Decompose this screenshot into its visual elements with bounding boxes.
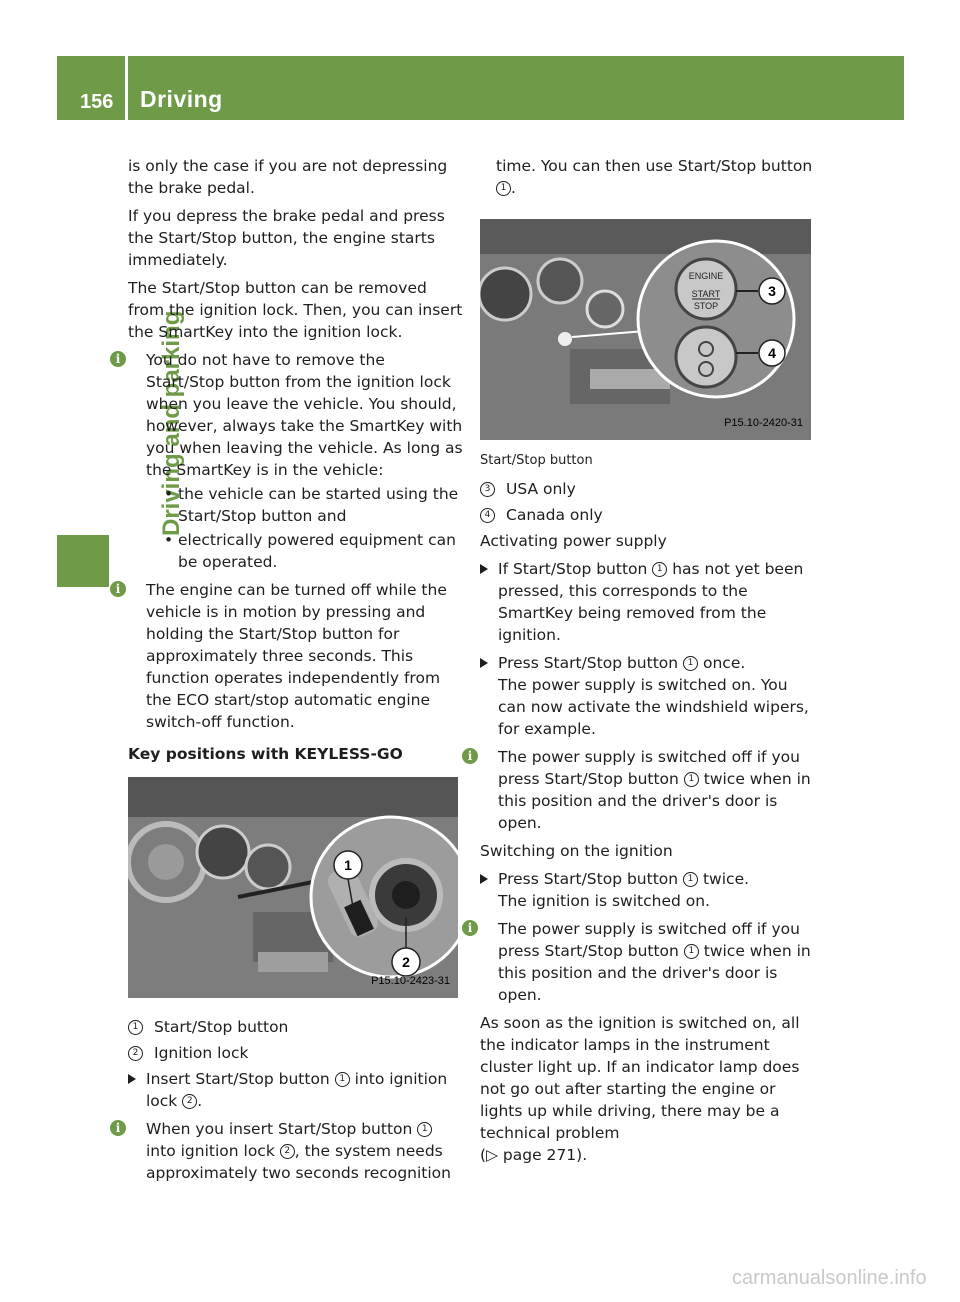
step-arrow-icon — [480, 658, 488, 668]
legend-text: Start/Stop button — [154, 1018, 289, 1036]
section-heading: Key positions with KEYLESS-GO — [128, 745, 403, 763]
photo-label-engine: ENGINE — [688, 271, 724, 281]
photo-label-3: 3 — [768, 283, 776, 299]
info-icon: i — [110, 1120, 126, 1136]
step-text: twice. — [702, 870, 750, 888]
dashboard-illustration — [480, 219, 811, 440]
bullet-item: • electrically powered equipment can be operated. — [164, 529, 463, 573]
legend-text: Canada only — [506, 506, 603, 524]
info-note — [115, 1118, 463, 1184]
bullet-item: • the vehicle can be started using the Start/Stop button and — [164, 483, 463, 527]
info-icon: i — [462, 748, 478, 764]
step-text: into ignition lock — [146, 1070, 448, 1110]
step-text: once. — [702, 654, 746, 672]
photo-label-start: START — [691, 289, 721, 299]
footer-watermark: carmanualsonline.info — [732, 1267, 927, 1289]
paragraph: is only the case if you are not depressing the brake pedal. — [128, 157, 448, 197]
side-tab-label: Driving and parking — [158, 310, 185, 536]
paragraph: The Start/Stop button can be removed from the ignition lock. Then, you can insert the SmartKey into the ignition lock. — [128, 279, 463, 341]
callout-marker: 1 — [683, 872, 698, 887]
callout-marker: 1 — [683, 656, 698, 671]
legend-text: USA only — [506, 480, 576, 498]
info-text: The power supply is switched off if you press Start/Stop button — [498, 920, 800, 960]
info-text: The power supply is switched off if you press Start/Stop button — [498, 748, 800, 788]
callout-marker: 1 — [652, 562, 667, 577]
side-tab-block — [57, 535, 109, 587]
step-text: Press Start/Stop button — [498, 654, 679, 672]
callout-marker: 1 — [684, 944, 699, 959]
info-note — [467, 746, 815, 834]
step-arrow-icon — [480, 564, 488, 574]
photo-code: P15.10-2423-31 — [371, 975, 450, 987]
step-arrow-icon — [480, 874, 488, 884]
paragraph: If you depress the brake pedal and press the Start/Stop button, the engine starts immediately. — [128, 207, 445, 269]
step-arrow-icon — [128, 1074, 136, 1084]
continued-text-line: time. You can then use Start/Stop button — [496, 157, 813, 175]
legend-item — [480, 478, 815, 500]
legend-item — [128, 1042, 463, 1064]
step-text: has not yet been pressed, this corresponds to the SmartKey being removed from the ignition. — [498, 560, 804, 644]
figure-caption: Start/Stop button — [480, 453, 593, 468]
section-label: Switching on the ignition — [480, 842, 673, 860]
instruction-step — [480, 868, 815, 912]
photo-label-stop: STOP — [693, 301, 719, 311]
callout-marker: 1 — [684, 772, 699, 787]
callout-marker: 2 — [182, 1094, 197, 1109]
info-note — [115, 349, 463, 573]
step-text: If Start/Stop button — [498, 560, 648, 578]
legend-item — [128, 1016, 463, 1038]
callout-marker: 4 — [480, 508, 495, 523]
step-text: Insert Start/Stop button — [146, 1070, 330, 1088]
info-text: When you insert Start/Stop button — [146, 1120, 413, 1138]
callout-marker: 1 — [335, 1072, 350, 1087]
legend-text: Ignition lock — [154, 1044, 249, 1062]
info-text: twice when in this position and the driver's door is open. — [498, 770, 811, 832]
callout-marker: 1 — [417, 1122, 432, 1137]
info-text: , the system needs approximately two seconds recognition — [146, 1142, 451, 1182]
info-text: You do not have to remove the Start/Stop button from the ignition lock when you leave the vehicle. You should, however, always take the SmartKey with you when leaving the vehicle. As long as the SmartKey is in the vehicle: — [146, 351, 463, 479]
callout-marker: 3 — [480, 482, 495, 497]
callout-marker: 1 — [128, 1020, 143, 1035]
info-icon: i — [110, 581, 126, 597]
start-stop-photo — [480, 219, 811, 440]
info-text: The engine can be turned off while the vehicle is in motion by pressing and holding the Start/Stop button for approximately three seconds. This function operates independently from the ECO start/stop automatic engine switch-off function. — [146, 581, 447, 731]
info-icon: i — [462, 920, 478, 936]
photo-label-1: 1 — [344, 857, 352, 873]
bullet-list — [146, 483, 463, 573]
page-ref-arrow-icon: ▷ — [486, 1146, 498, 1164]
photo-code: P15.10-2420-31 — [724, 417, 803, 429]
instruction-step — [480, 558, 815, 646]
paragraph: As soon as the ignition is switched on, all the indicator lamps in the instrument cluster light up. If an indicator lamp does not go out after starting the engine or lights up while driving, there may be a technical problem (▷ page 271). — [480, 1014, 800, 1164]
info-text: twice when in this position and the driver's door is open. — [498, 942, 811, 1004]
instruction-step: Insert Start/Stop button 1 into ignition lock 2 . — [128, 1068, 463, 1112]
info-text: into ignition lock — [146, 1142, 275, 1160]
continued-text: time. You can then use Start/Stop button 1 . — [496, 157, 813, 197]
left-column — [115, 155, 463, 1190]
step-text: Press Start/Stop button — [498, 870, 679, 888]
step-result: The ignition is switched on. — [498, 892, 710, 910]
info-icon: i — [110, 351, 126, 367]
legend-item — [480, 504, 815, 526]
header-divider — [125, 56, 128, 120]
info-note — [467, 918, 815, 1006]
keyless-go-photo — [128, 777, 458, 998]
instruction-step — [480, 652, 815, 740]
photo-label-4: 4 — [768, 345, 776, 361]
section-label: Activating power supply — [480, 532, 667, 550]
photo-label-2: 2 — [402, 954, 410, 970]
paragraph-text: As soon as the ignition is switched on, all the indicator lamps in the instrument cluster light up. If an indicator lamp does not go out after starting the engine or lights up while driving, there may be a technical problem — [480, 1014, 800, 1142]
page-reference-link[interactable]: page 271). — [502, 1146, 588, 1164]
page-title: Driving — [140, 86, 223, 112]
callout-marker: 2 — [128, 1046, 143, 1061]
callout-marker: 1 — [496, 181, 511, 196]
right-column — [467, 155, 815, 1172]
page-number: 156 — [80, 91, 114, 113]
step-result: The power supply is switched on. You can now activate the windshield wipers, for example. — [498, 676, 809, 738]
callout-marker: 2 — [280, 1144, 295, 1159]
info-note — [115, 579, 463, 733]
dashboard-illustration — [128, 777, 458, 998]
